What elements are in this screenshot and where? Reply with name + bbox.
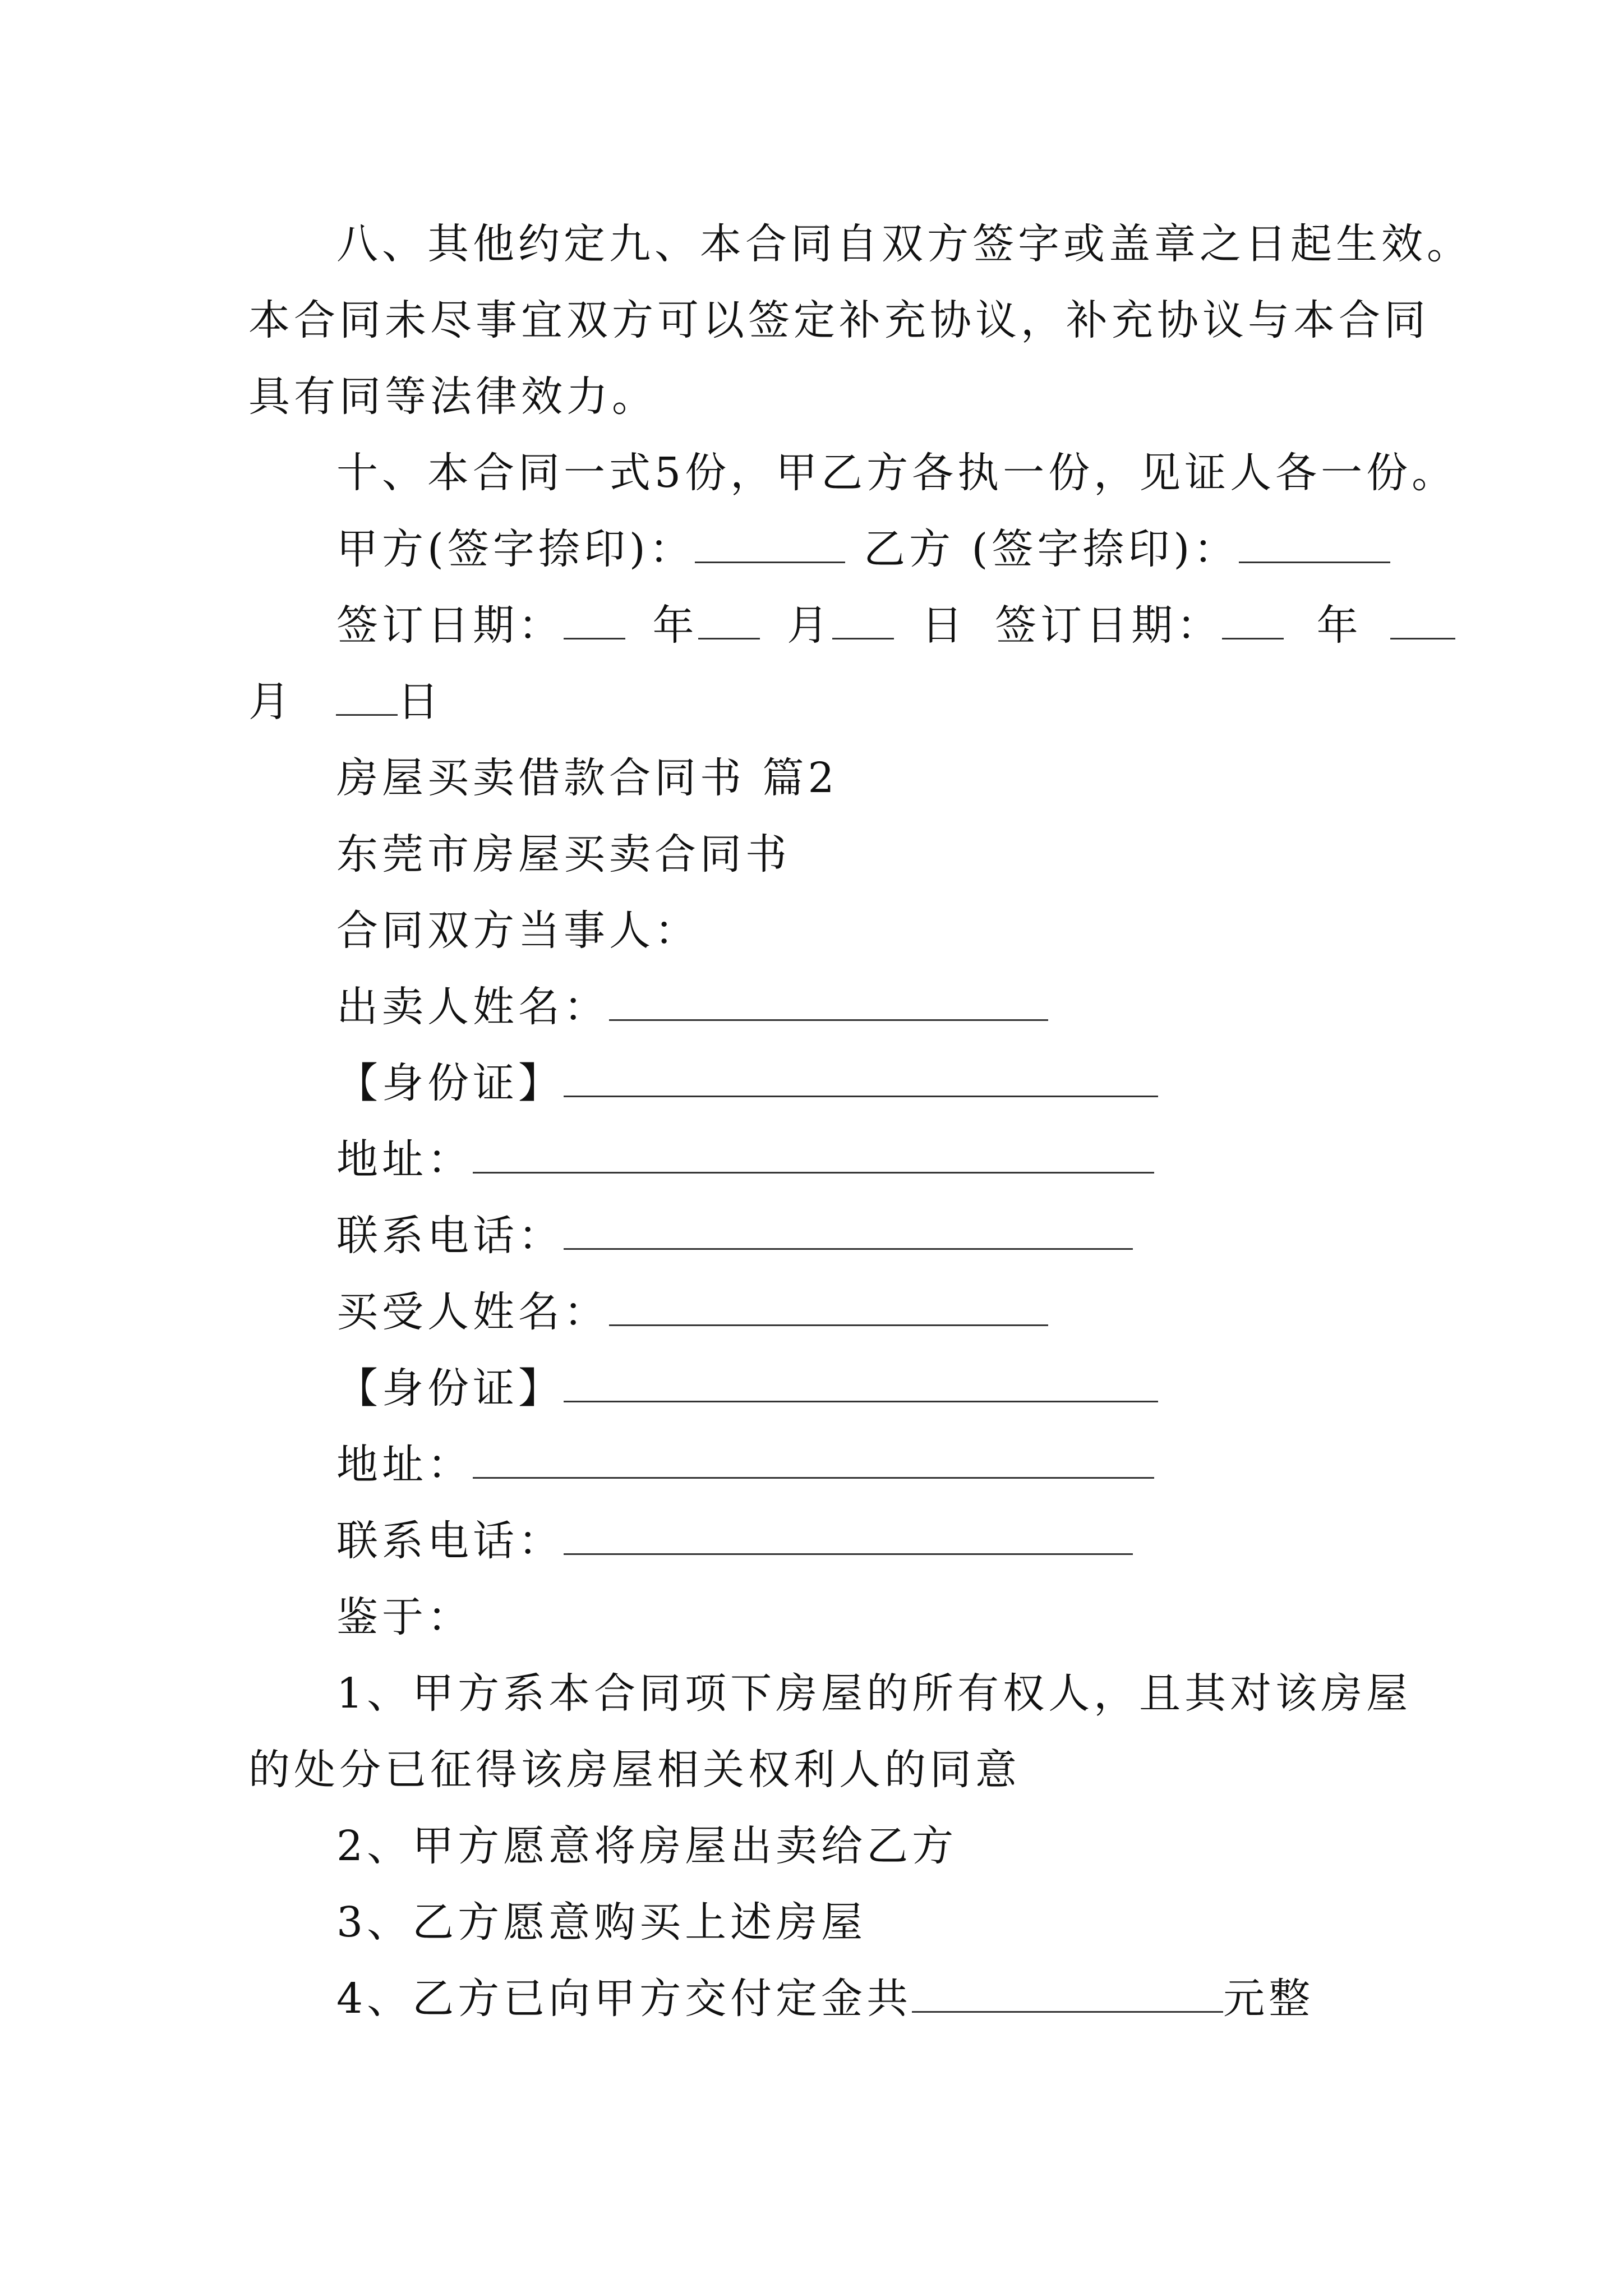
buyer-phone-label: 联系电话： [336,1517,564,1565]
seller-id-blank [564,1063,1158,1097]
sign-date-label: 签订日期： [995,601,1223,650]
sign-date-label: 签订日期： [336,601,564,650]
clause-4 [336,1975,1315,2023]
buyer-name-blank [609,1292,1048,1326]
buyer-phone-blank [564,1521,1133,1555]
buyer-name-label: 买受人姓名： [336,1288,609,1336]
signature-line [336,525,845,573]
buyer-id-label: 【身份证】 [336,1364,564,1412]
whereas-label: 鉴于： [336,1593,473,1641]
day-blank [336,682,398,716]
seller-address-row [336,1135,1154,1184]
seller-address-blank [473,1139,1154,1174]
month-blank [1390,605,1455,639]
day-blank [832,605,894,639]
date-line [336,601,1455,650]
clause-1-line-1: 1、甲方系本合同项下房屋的所有权人，且其对该房屋 [336,1669,1412,1718]
deposit-amount-blank [912,1978,1223,2013]
seller-id-row [336,1059,1158,1107]
buyer-phone-row [336,1517,1133,1565]
seller-name-blank [609,987,1048,1021]
party-a-signature-blank [695,529,845,563]
party-b-signature-blank [1239,529,1390,563]
clause-1-line-2: 的处分已征得该房屋相关权利人的同意 [248,1746,1021,1794]
seller-phone-row [336,1212,1133,1260]
clause-3: 3、乙方愿意购买上述房屋 [336,1898,867,1947]
year-blank [1222,605,1284,639]
section-title: 房屋买卖借款合同书 篇2 [336,754,838,802]
parties-label: 合同双方当事人： [336,907,700,955]
date-line [248,678,443,726]
buyer-address-blank [473,1444,1154,1479]
buyer-address-label: 地址： [336,1441,473,1489]
party-b-signature-label: 乙方 (签字捺印)： [864,525,1239,573]
year-blank [564,605,625,639]
paragraph-line: 本合同未尽事宜双方可以签定补充协议，补充协议与本合同 [248,296,1430,344]
buyer-id-blank [564,1368,1158,1402]
month-label: 月 [248,678,294,726]
day-label: 日 [921,601,967,650]
clause-4-prefix: 4、乙方已向甲方交付定金共 [336,1975,912,2023]
month-blank [698,605,760,639]
paragraph-line: 具有同等法律效力。 [248,372,657,421]
month-label: 月 [787,601,833,650]
clause-4-suffix: 元整 [1223,1975,1315,2023]
clause-2: 2、甲方愿意将房屋出卖给乙方 [336,1822,958,1870]
year-label: 年 [652,601,698,650]
party-a-signature-label: 甲方(签字捺印)： [336,525,695,573]
year-label: 年 [1316,601,1362,650]
paragraph-line: 八、其他约定九、本合同自双方签字或盖章之日起生效。 [336,220,1472,268]
paragraph-line: 十、本合同一式5份，甲乙方各执一份，见证人各一份。 [336,449,1458,497]
seller-phone-blank [564,1216,1133,1250]
seller-name-row [336,983,1048,1031]
document-title: 东莞市房屋买卖合同书 [336,830,791,878]
buyer-id-row [336,1364,1158,1412]
buyer-address-row [336,1441,1154,1489]
signature-line [864,525,1390,573]
buyer-name-row [336,1288,1048,1336]
seller-name-label: 出卖人姓名： [336,983,609,1031]
day-label: 日 [397,678,443,726]
seller-address-label: 地址： [336,1135,473,1184]
seller-phone-label: 联系电话： [336,1212,564,1260]
seller-id-label: 【身份证】 [336,1059,564,1107]
